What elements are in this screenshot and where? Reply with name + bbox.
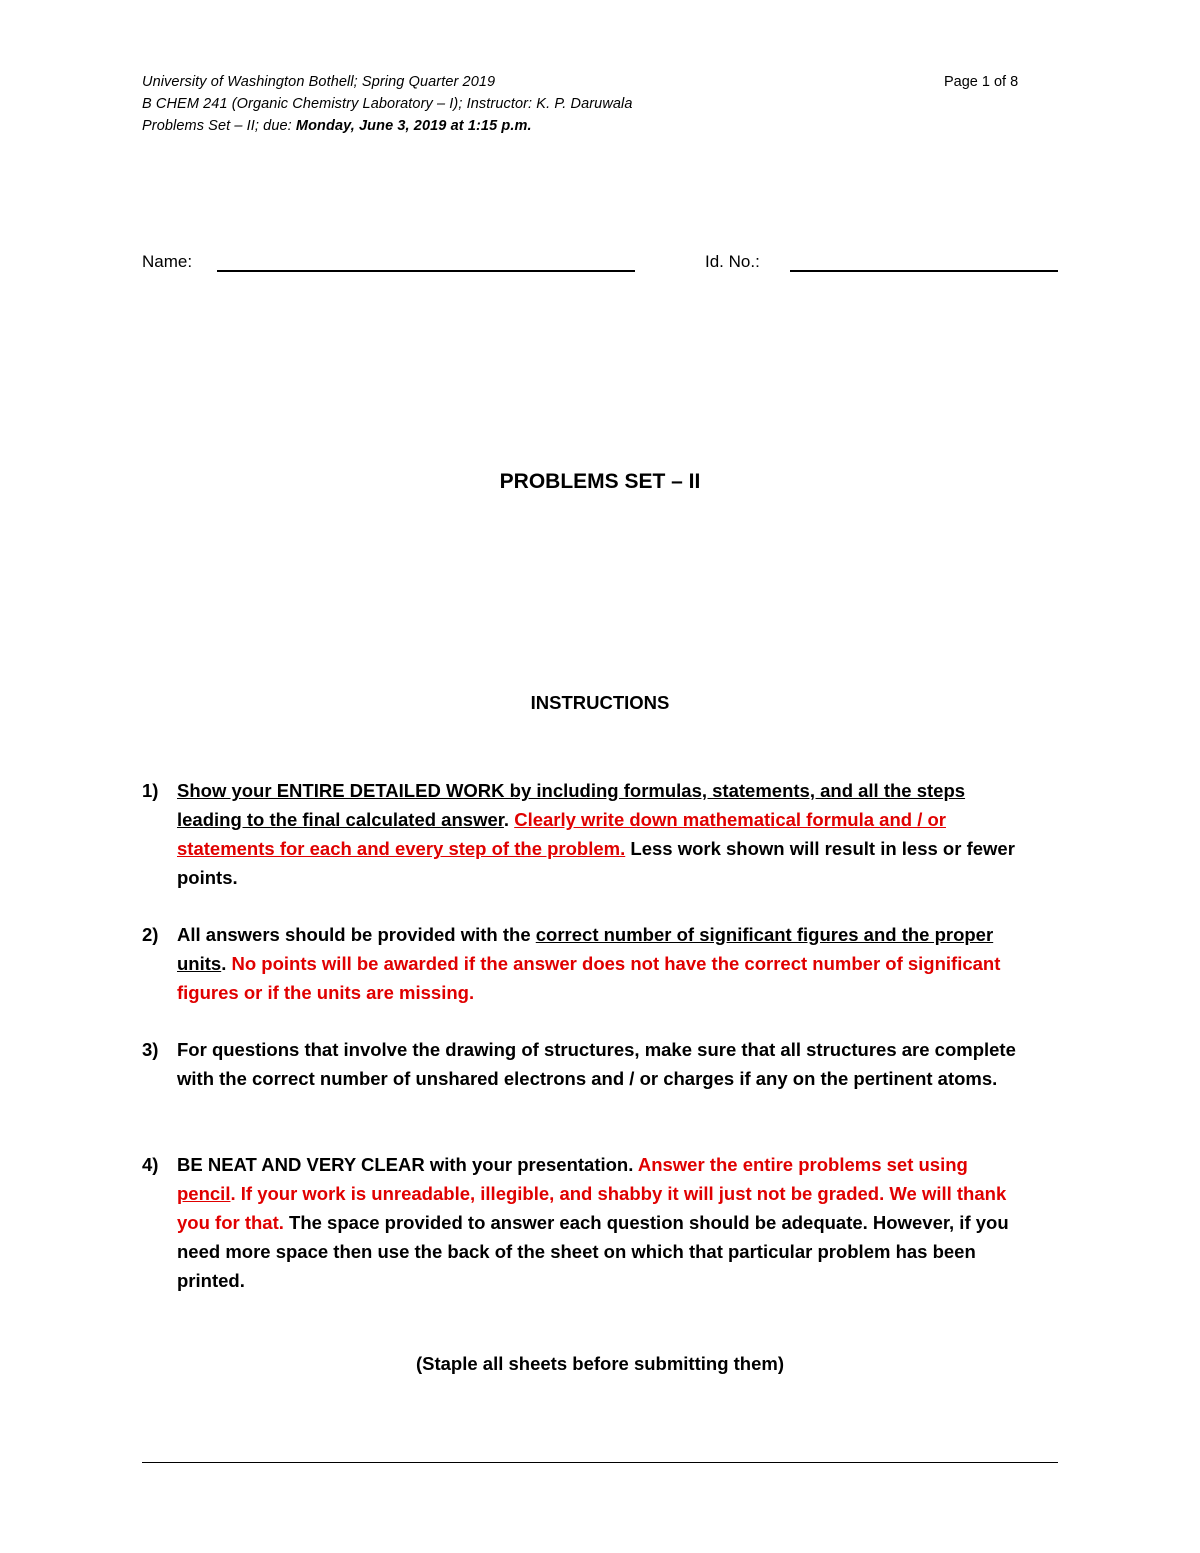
header-line-due xyxy=(142,118,532,134)
item-number: 2) xyxy=(142,924,159,945)
item-number: 3) xyxy=(142,1039,159,1060)
due-prefix: Problems Set – II; due: xyxy=(142,118,296,134)
item-text-red: No points will be awarded if the answer does not have the correct number of significant figures or if the units are missing. xyxy=(177,953,1001,1003)
item-text: Less work shown will result in less or fewer points. xyxy=(177,838,1015,888)
name-label: Name: xyxy=(142,252,193,271)
item-text: All answers should be provided with the xyxy=(177,924,536,945)
instruction-item-2 xyxy=(142,920,1022,1007)
item-text-underlined: correct number of significant figures and the proper units xyxy=(177,924,994,974)
due-date: Monday, June 3, 2019 at 1:15 p.m. xyxy=(295,118,532,134)
instruction-item-4 xyxy=(142,1150,1022,1295)
page-title: PROBLEMS SET – II xyxy=(499,470,701,493)
instructions-heading: INSTRUCTIONS xyxy=(530,692,670,713)
id-field[interactable] xyxy=(790,270,1058,272)
item-text: BE NEAT AND VERY CLEAR with your presentation. xyxy=(177,1154,638,1175)
header-line-course: B CHEM 241 (Organic Chemistry Laboratory – I); Instructor: K. P. Daruwala xyxy=(142,96,633,112)
item-number: 1) xyxy=(142,780,159,801)
item-text: Show your ENTIRE DETAILED WORK by including formulas, statements, and all the steps leading to the final calculated answer xyxy=(177,780,966,830)
instruction-item-3 xyxy=(142,1035,1022,1093)
staple-note: (Staple all sheets before submitting them) xyxy=(415,1353,784,1374)
item-text: The space provided to answer each question should be adequate. However, if you need more space then use the back of the sheet on which that particular problem has been printed. xyxy=(177,1212,1009,1291)
item-text-red: Clearly write down mathematical formula and / or statements for each and every step of the problem. xyxy=(177,809,946,859)
instruction-item-1 xyxy=(142,776,1022,892)
item-text-red: . If your work is unreadable, illegible, and shabby it will just not be graded. We will thank you for that. xyxy=(177,1183,1007,1233)
page-number: Page 1 of 8 xyxy=(944,74,1019,90)
item-text: For questions that involve the drawing of structures, make sure that all structures are complete with the correct number of unshared electrons and / or charges if any on the pertinent atoms. xyxy=(177,1039,1016,1089)
item-text: . xyxy=(503,809,515,830)
id-label: Id. No.: xyxy=(705,252,760,271)
footer-divider xyxy=(142,1462,1058,1463)
item-number: 4) xyxy=(142,1154,159,1175)
header-line-institution: University of Washington Bothell; Spring Quarter 2019 xyxy=(142,74,496,90)
item-text-red-underlined: pencil xyxy=(177,1183,231,1204)
item-text-red: Answer the entire problems set using xyxy=(637,1154,968,1175)
item-text: . xyxy=(221,953,232,974)
name-field[interactable] xyxy=(217,270,635,272)
